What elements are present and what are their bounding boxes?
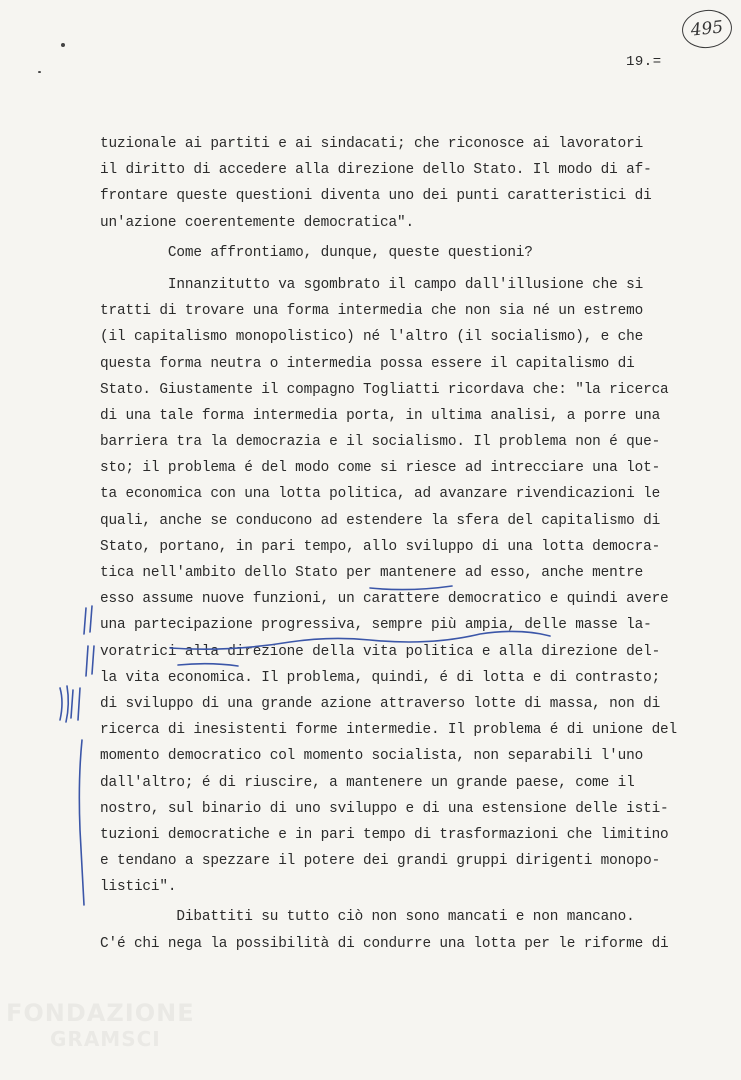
- text-line: il diritto di accedere alla direzione dello Stato. Il modo di af-: [100, 162, 652, 179]
- watermark-line-1: FONDAZIONE: [6, 999, 195, 1027]
- text-line: Dibattiti su tutto ciò non sono mancati e non mancano.: [100, 909, 635, 926]
- text-line: barriera tra la democrazia e il socialismo. Il problema non é que-: [100, 434, 661, 451]
- margin-mark: [84, 606, 92, 634]
- text-line: voratrici alla direzione della vita politica e alla direzione del-: [100, 643, 661, 660]
- watermark-line-2: GRAMSCI: [50, 1027, 161, 1051]
- text-line: listici".: [100, 879, 177, 896]
- page-number: 19.=: [626, 54, 662, 70]
- text-line: tuzionale ai partiti e ai sindacati; che riconosce ai lavoratori: [100, 136, 644, 152]
- text-line: nostro, sul binario di uno sviluppo e di una estensione delle isti-: [100, 800, 669, 817]
- text-line: di una tale forma intermedia porta, in ultima analisi, a porre una: [100, 407, 661, 424]
- text-line: tica nell'ambito dello Stato per mantenere ad esso, anche mentre: [100, 565, 644, 581]
- margin-mark: [86, 646, 94, 676]
- text-line: sto; il problema é del modo come si riesce ad intrecciare una lot-: [100, 460, 661, 477]
- text-line: Stato. Giustamente il compagno Togliatti ricordava che: "la ricerca: [100, 381, 669, 398]
- watermark-logo: [6, 1000, 196, 1070]
- text-line: una partecipazione progressiva, sempre più ampia, delle masse la-: [100, 617, 652, 634]
- margin-mark: [60, 686, 80, 722]
- text-line: Innanzitutto va sgombrato il campo dall'illusione che si: [100, 276, 644, 293]
- text-line: C'é chi nega la possibilità di condurre una lotta per le riforme di: [100, 935, 669, 952]
- text-line: frontare queste questioni diventa uno dei punti caratteristici di: [100, 188, 652, 205]
- text-line: (il capitalismo monopolistico) né l'altro (il socialismo), e che: [100, 329, 644, 346]
- text-line: esso assume nuove funzioni, un carattere democratico e quindi avere: [100, 591, 669, 608]
- text-line: momento democratico col momento socialista, non separabili l'uno: [100, 748, 644, 765]
- ink-speck: [61, 43, 65, 47]
- typewritten-text-body: [100, 131, 710, 957]
- text-line: ricerca di inesistenti forme intermedie. Il problema é di unione del: [100, 722, 678, 739]
- text-line: questa forma neutra o intermedia possa essere il capitalismo di: [100, 355, 635, 372]
- text-line: un'azione coerentemente democratica".: [100, 214, 414, 231]
- text-line: la vita economica. Il problema, quindi, é di lotta e di contrasto;: [100, 669, 661, 686]
- ink-speck: [38, 71, 41, 73]
- text-line: Come affrontiamo, dunque, queste questioni?: [100, 244, 533, 261]
- text-line: quali, anche se conducono ad estendere la sfera del capitalismo di: [100, 512, 661, 529]
- text-line: tratti di trovare una forma intermedia che non sia né un estremo: [100, 303, 644, 320]
- margin-bracket-line: [79, 740, 84, 905]
- text-line: Stato, portano, in pari tempo, allo sviluppo di una lotta democra-: [100, 538, 661, 555]
- text-line: di sviluppo di una grande azione attraverso lotte di massa, non di: [100, 695, 661, 712]
- text-line: tuzioni democratiche e in pari tempo di trasformazioni che limitino: [100, 826, 669, 843]
- archive-number-stamp: 495: [680, 7, 734, 50]
- text-line: dall'altro; é di riuscire, a mantenere un grande paese, come il: [100, 774, 635, 791]
- text-line: e tendano a spezzare il potere dei grandi gruppi dirigenti monopo-: [100, 853, 661, 870]
- text-line: ta economica con una lotta politica, ad avanzare rivendicazioni le: [100, 486, 661, 503]
